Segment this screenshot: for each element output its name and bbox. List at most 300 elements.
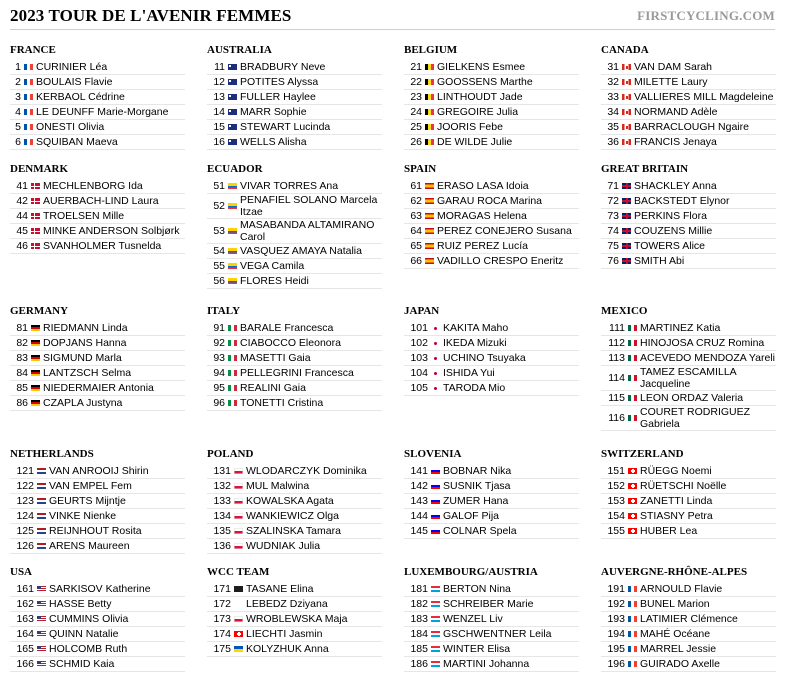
rider-name[interactable]: MASABANDA ALTAMIRANO Carol: [240, 219, 375, 243]
flag-icon: [228, 278, 237, 284]
rider-row: [207, 494, 382, 509]
rider-name[interactable]: UCHINO Tsuyaka: [443, 352, 526, 364]
flag-icon: [228, 263, 237, 269]
team-name[interactable]: FRANCE: [10, 44, 56, 56]
rider-name[interactable]: WUDNIAK Julia: [246, 540, 321, 552]
rider-name[interactable]: IKEDA Mizuki: [443, 337, 507, 349]
bib-number: 181: [410, 582, 428, 595]
bib-number: 111: [609, 321, 625, 334]
bib-number: 182: [410, 597, 428, 610]
rider-row: [601, 391, 776, 406]
rider-name[interactable]: ZUMER Hana: [443, 495, 509, 507]
rider-name[interactable]: PENAFIEL SOLANO Marcela Itzae: [240, 194, 378, 218]
rider-name[interactable]: GREGOIRE Julia: [437, 106, 519, 118]
team-name[interactable]: AUVERGNE-RHÔNE-ALPES: [601, 566, 748, 578]
rider-name[interactable]: LIECHTI Jasmin: [246, 628, 323, 640]
team-block: [404, 305, 579, 396]
flag-icon: [628, 395, 637, 401]
rider-name[interactable]: ARENS Maureen: [49, 540, 130, 552]
rider-row: [601, 105, 776, 120]
rider-row: [601, 657, 776, 672]
flag-icon: [234, 631, 243, 637]
rider-row: [601, 90, 776, 105]
rider-name[interactable]: REALINI Gaia: [240, 382, 306, 394]
rider-name[interactable]: DOPJANS Hanna: [43, 337, 127, 349]
bib-number: 5: [15, 120, 21, 133]
rider-name[interactable]: ARNOULD Flavie: [640, 583, 723, 595]
rider-name[interactable]: TONETTI Cristina: [240, 397, 324, 409]
rider-name[interactable]: COUZENS Millie: [634, 225, 713, 237]
bib-number: 21: [410, 60, 422, 73]
rider-name[interactable]: RÜETSCHI Noëlle: [640, 480, 727, 492]
flag-icon: [628, 616, 637, 622]
rider-name[interactable]: MINKE ANDERSON Solbjørk: [43, 225, 180, 237]
bib-number: 124: [16, 509, 34, 522]
rider-name[interactable]: VASQUEZ AMAYA Natalia: [240, 245, 362, 257]
rider-name[interactable]: SQUIBAN Maeva: [36, 136, 118, 148]
rider-name[interactable]: KERBAOL Cédrine: [36, 91, 125, 103]
rider-name[interactable]: NIEDERMAIER Antonia: [43, 382, 154, 394]
rider-name[interactable]: DE WILDE Julie: [437, 136, 513, 148]
rider-row: [207, 597, 382, 612]
rider-name[interactable]: MORAGAS Helena: [437, 210, 527, 222]
rider-row: [10, 524, 185, 539]
flag-icon: [425, 109, 434, 115]
rider-row: [10, 105, 185, 120]
rider-row: [10, 321, 185, 336]
bib-number: 71: [607, 179, 619, 192]
rider-row: [601, 120, 776, 135]
flag-icon: [24, 124, 33, 130]
team-name[interactable]: SLOVENIA: [404, 448, 462, 460]
page-header: [10, 6, 775, 28]
team-block: [601, 163, 776, 269]
team-block: [404, 566, 579, 672]
bib-number: 192: [607, 597, 625, 610]
rider-name[interactable]: BRADBURY Neve: [240, 61, 326, 73]
rider-name[interactable]: MUL Malwina: [246, 480, 310, 492]
rider-name[interactable]: RIEDMANN Linda: [43, 322, 128, 334]
team-block: [601, 305, 776, 431]
rider-name[interactable]: MILETTE Laury: [634, 76, 708, 88]
bib-number: 61: [410, 179, 422, 192]
rider-name[interactable]: SCHREIBER Marie: [443, 598, 534, 610]
bib-number: 14: [213, 105, 225, 118]
flag-icon: [24, 94, 33, 100]
rider-name[interactable]: VIVAR TORRES Ana: [240, 180, 339, 192]
rider-name[interactable]: TROELSEN Mille: [43, 210, 125, 222]
bib-number: 144: [410, 509, 428, 522]
team-name[interactable]: ITALY: [207, 305, 241, 317]
flag-icon: [628, 325, 637, 331]
team-name[interactable]: LUXEMBOURG/AUSTRIA: [404, 566, 538, 578]
rider-row: [207, 396, 382, 411]
flag-icon: [228, 340, 237, 346]
flag-icon: [628, 355, 637, 361]
flag-icon: [37, 528, 46, 534]
flag-icon: [628, 513, 637, 519]
rider-name[interactable]: RUIZ PEREZ Lucía: [437, 240, 529, 252]
rider-name[interactable]: GALOF Pija: [443, 510, 500, 522]
bib-number: 32: [607, 75, 619, 88]
flag-icon: [622, 109, 631, 115]
rider-row: [10, 209, 185, 224]
flag-icon: [228, 109, 237, 115]
flag-icon: [234, 513, 243, 519]
flag-icon: [228, 385, 237, 391]
rider-name[interactable]: MAHÉ Océane: [640, 628, 711, 640]
rider-name[interactable]: SCHMID Kaia: [49, 658, 115, 670]
bib-number: 121: [16, 464, 34, 477]
team-name[interactable]: NETHERLANDS: [10, 448, 94, 460]
rider-name[interactable]: SUSNIK Tjasa: [443, 480, 511, 492]
rider-name[interactable]: GUIRADO Axelle: [640, 658, 720, 670]
rider-row: [207, 524, 382, 539]
rider-row: [404, 509, 579, 524]
bib-number: 1: [15, 60, 21, 73]
rider-name[interactable]: LEON ORDAZ Valeria: [640, 392, 744, 404]
rider-name[interactable]: LATIMIER Clémence: [640, 613, 738, 625]
bib-number: 134: [213, 509, 231, 522]
rider-row: [207, 90, 382, 105]
rider-name[interactable]: KOWALSKA Agata: [246, 495, 334, 507]
rider-name[interactable]: BOBNAR Nika: [443, 465, 512, 477]
bib-number: 11: [214, 60, 225, 73]
bib-number: 46: [16, 239, 28, 252]
rider-name[interactable]: TOWERS Alice: [634, 240, 705, 252]
flag-icon: [431, 586, 440, 592]
rider-name[interactable]: GIELKENS Esmee: [437, 61, 526, 73]
rider-name[interactable]: VAN ANROOIJ Shirin: [49, 465, 149, 477]
rider-row: [207, 464, 382, 479]
rider-row: [404, 351, 579, 366]
team-name[interactable]: BELGIUM: [404, 44, 458, 56]
flag-icon: [431, 616, 440, 622]
rider-name[interactable]: WENZEL Liv: [443, 613, 503, 625]
rider-name[interactable]: SZALINSKA Tamara: [246, 525, 341, 537]
flag-icon: [37, 631, 46, 637]
bib-number: 24: [410, 105, 422, 118]
bib-number: 185: [410, 642, 428, 655]
rider-name[interactable]: BERTON Nina: [443, 583, 511, 595]
rider-name[interactable]: LE DEUNFF Marie-Morgane: [36, 106, 169, 118]
team-block: [10, 305, 185, 411]
rider-name[interactable]: ACEVEDO MENDOZA Yareli: [640, 352, 775, 364]
rider-name[interactable]: LANTZSCH Selma: [43, 367, 132, 379]
rider-name[interactable]: WANKIEWICZ Olga: [246, 510, 339, 522]
flag-icon: [431, 498, 440, 504]
team-block: [10, 566, 185, 672]
rider-row: [601, 406, 776, 431]
bib-number: 51: [213, 179, 225, 192]
bib-number: 45: [16, 224, 28, 237]
rider-row: [10, 627, 185, 642]
rider-name[interactable]: VADILLO CRESPO Eneritz: [437, 255, 564, 267]
flag-icon: [37, 513, 46, 519]
rider-name[interactable]: MARR Sophie: [240, 106, 307, 118]
bib-number: 183: [410, 612, 428, 625]
team-name[interactable]: GERMANY: [10, 305, 69, 317]
rider-name[interactable]: VAN DAM Sarah: [634, 61, 712, 73]
rider-name[interactable]: KOLYZHUK Anna: [246, 643, 329, 655]
flag-icon: [628, 646, 637, 652]
bib-number: 186: [410, 657, 428, 670]
rider-name[interactable]: HASSE Betty: [49, 598, 112, 610]
rider-row: [404, 582, 579, 597]
team-name[interactable]: ECUADOR: [207, 163, 263, 175]
bib-number: 123: [16, 494, 34, 507]
bib-number: 65: [410, 239, 422, 252]
rider-name[interactable]: STEWART Lucinda: [240, 121, 331, 133]
rider-name[interactable]: PELLEGRINI Francesca: [240, 367, 354, 379]
rider-row: [207, 336, 382, 351]
rider-row: [404, 627, 579, 642]
rider-name[interactable]: LINTHOUDT Jade: [437, 91, 523, 103]
rider-row: [207, 366, 382, 381]
rider-name[interactable]: WINTER Elisa: [443, 643, 511, 655]
bib-number: 153: [607, 494, 625, 507]
rider-row: [207, 244, 382, 259]
rider-name[interactable]: JOORIS Febe: [437, 121, 503, 133]
flag-icon: [431, 325, 440, 331]
team-name[interactable]: SWITZERLAND: [601, 448, 684, 460]
site-logo[interactable]: FIRSTCYCLING.COM: [637, 8, 775, 23]
rider-name[interactable]: WLODARCZYK Dominika: [246, 465, 367, 477]
team-name[interactable]: GREAT BRITAIN: [601, 163, 689, 175]
header-divider: [10, 29, 775, 30]
rider-row: [601, 321, 776, 336]
rider-name[interactable]: BUNEL Marion: [640, 598, 710, 610]
rider-row: [10, 642, 185, 657]
rider-name[interactable]: MARREL Jessie: [640, 643, 717, 655]
flag-icon: [622, 79, 631, 85]
rider-row: [601, 351, 776, 366]
rider-name[interactable]: FULLER Haylee: [240, 91, 316, 103]
rider-name[interactable]: HUBER Lea: [640, 525, 698, 537]
rider-row: [601, 627, 776, 642]
flag-icon: [228, 94, 237, 100]
rider-name[interactable]: VAN EMPEL Fem: [49, 480, 132, 492]
rider-row: [601, 509, 776, 524]
bib-number: 114: [608, 371, 625, 384]
bib-number: 166: [16, 657, 34, 670]
rider-name[interactable]: MECHLENBORG Ida: [43, 180, 143, 192]
rider-name[interactable]: AUERBACH-LIND Laura: [43, 195, 159, 207]
rider-row: [601, 135, 776, 150]
rider-name[interactable]: SMITH Abi: [634, 255, 685, 267]
rider-name[interactable]: MARTINEZ Katia: [640, 322, 721, 334]
bib-number: 152: [607, 479, 625, 492]
rider-name[interactable]: FLORES Heidi: [240, 275, 309, 287]
rider-name[interactable]: BOULAIS Flavie: [36, 76, 113, 88]
rider-name[interactable]: COURET RODRIGUEZ Gabriela: [640, 406, 751, 430]
rider-row: [207, 612, 382, 627]
rider-name[interactable]: QUINN Natalie: [49, 628, 119, 640]
rider-row: [404, 224, 579, 239]
team-name[interactable]: MEXICO: [601, 305, 648, 317]
team-name[interactable]: JAPAN: [404, 305, 440, 317]
rider-name[interactable]: BARALE Francesca: [240, 322, 334, 334]
rider-row: [10, 120, 185, 135]
team-name[interactable]: SPAIN: [404, 163, 437, 175]
rider-name[interactable]: VALLIERES MILL Magdeleine: [634, 91, 774, 103]
bib-number: 44: [16, 209, 28, 222]
rider-name[interactable]: SHACKLEY Anna: [634, 180, 717, 192]
rider-name[interactable]: GARAU ROCA Marina: [437, 195, 543, 207]
rider-row: [207, 60, 382, 75]
bib-number: 36: [607, 135, 619, 148]
flag-icon: [431, 370, 440, 376]
rider-row: [10, 239, 185, 254]
bib-number: 122: [16, 479, 34, 492]
bib-number: 115: [608, 391, 625, 404]
bib-number: 195: [607, 642, 625, 655]
team-name[interactable]: POLAND: [207, 448, 254, 460]
rider-row: [10, 539, 185, 554]
bib-number: 101: [410, 321, 428, 334]
rider-name[interactable]: ZANETTI Linda: [640, 495, 713, 507]
bib-number: 184: [410, 627, 428, 640]
rider-row: [601, 642, 776, 657]
rider-name[interactable]: VINKE Nienke: [49, 510, 117, 522]
rider-name[interactable]: WROBLEWSKA Maja: [246, 613, 348, 625]
rider-name[interactable]: STIASNY Petra: [640, 510, 713, 522]
rider-name[interactable]: MARTINI Johanna: [443, 658, 530, 670]
rider-name[interactable]: GSCHWENTNER Leila: [443, 628, 552, 640]
bib-number: 164: [16, 627, 34, 640]
rider-row: [404, 336, 579, 351]
team-name[interactable]: USA: [10, 566, 33, 578]
rider-row: [207, 135, 382, 150]
flag-icon: [228, 183, 237, 189]
rider-row: [404, 254, 579, 269]
rider-name[interactable]: CZAPLA Justyna: [43, 397, 123, 409]
bib-number: 23: [410, 90, 422, 103]
rider-row: [10, 75, 185, 90]
rider-row: [404, 179, 579, 194]
rider-name[interactable]: WELLS Alisha: [240, 136, 307, 148]
rider-row: [10, 494, 185, 509]
rider-name[interactable]: LEBEDZ Dziyana: [246, 598, 328, 610]
rider-name[interactable]: GOOSSENS Marthe: [437, 76, 533, 88]
bib-number: 16: [213, 135, 225, 148]
flag-icon: [31, 385, 40, 391]
flag-icon: [431, 601, 440, 607]
rider-row: [601, 464, 776, 479]
flag-icon: [431, 631, 440, 637]
flag-icon: [228, 370, 237, 376]
flag-icon: [37, 586, 46, 592]
flag-icon: [228, 400, 237, 406]
rider-name[interactable]: TARODA Mio: [443, 382, 506, 394]
flag-icon: [31, 198, 40, 204]
rider-row: [10, 657, 185, 672]
flag-icon: [425, 183, 434, 189]
rider-row: [10, 396, 185, 411]
flag-icon: [37, 468, 46, 474]
bib-number: 112: [608, 336, 625, 349]
rider-row: [207, 539, 382, 554]
bib-number: 73: [607, 209, 619, 222]
rider-name[interactable]: POTITES Alyssa: [240, 76, 319, 88]
rider-name[interactable]: COLNAR Spela: [443, 525, 517, 537]
team-name[interactable]: AUSTRALIA: [207, 44, 272, 56]
flag-icon: [31, 228, 40, 234]
rider-name[interactable]: NORMAND Adèle: [634, 106, 718, 118]
rider-name[interactable]: SVANHOLMER Tusnelda: [43, 240, 162, 252]
rider-name[interactable]: MASETTI Gaia: [240, 352, 311, 364]
flag-icon: [31, 340, 40, 346]
rider-name[interactable]: ISHIDA Yui: [443, 367, 495, 379]
flag-icon: [622, 258, 631, 264]
rider-name[interactable]: CUMMINS Olivia: [49, 613, 129, 625]
rider-row: [404, 135, 579, 150]
rider-name[interactable]: CIABOCCO Eleonora: [240, 337, 341, 349]
flag-icon: [228, 355, 237, 361]
rider-row: [404, 60, 579, 75]
flag-icon: [425, 94, 434, 100]
rider-name[interactable]: SIGMUND Marla: [43, 352, 122, 364]
bib-number: 136: [213, 539, 231, 552]
bib-number: 162: [16, 597, 34, 610]
bib-number: 55: [213, 259, 225, 272]
flag-icon: [234, 601, 243, 607]
rider-name[interactable]: ONESTI Olivia: [36, 121, 105, 133]
flag-icon: [234, 616, 243, 622]
rider-name[interactable]: GEURTS Mijntje: [49, 495, 126, 507]
team-block: [404, 44, 579, 150]
flag-icon: [37, 498, 46, 504]
rider-name[interactable]: BARRACLOUGH Ngaire: [634, 121, 749, 133]
rider-name[interactable]: HINOJOSA CRUZ Romina: [640, 337, 765, 349]
flag-icon: [234, 528, 243, 534]
team-block: [10, 163, 185, 254]
rider-name[interactable]: REIJNHOUT Rosita: [49, 525, 142, 537]
rider-name[interactable]: BACKSTEDT Elynor: [634, 195, 730, 207]
flag-icon: [431, 661, 440, 667]
rider-name[interactable]: TASANE Elina: [246, 583, 314, 595]
flag-icon: [425, 139, 434, 145]
team-name[interactable]: WCC TEAM: [207, 566, 270, 578]
team-block: [207, 305, 382, 411]
flag-icon: [622, 94, 631, 100]
rider-name[interactable]: FRANCIS Jenaya: [634, 136, 717, 148]
rider-name[interactable]: KAKITA Maho: [443, 322, 509, 334]
flag-icon: [628, 586, 637, 592]
bib-number: 94: [213, 366, 225, 379]
rider-name[interactable]: PEREZ CONEJERO Susana: [437, 225, 572, 237]
rider-name[interactable]: RÜEGG Noemi: [640, 465, 712, 477]
bib-number: 15: [213, 120, 225, 133]
flag-icon: [628, 528, 637, 534]
team-block: [207, 163, 382, 289]
flag-icon: [228, 124, 237, 130]
flag-icon: [425, 258, 434, 264]
rider-name[interactable]: PERKINS Flora: [634, 210, 707, 222]
flag-icon: [622, 64, 631, 70]
flag-icon: [628, 601, 637, 607]
rider-name[interactable]: VEGA Camila: [240, 260, 305, 272]
rider-name[interactable]: SARKISOV Katherine: [49, 583, 151, 595]
flag-icon: [31, 183, 40, 189]
rider-name[interactable]: HOLCOMB Ruth: [49, 643, 128, 655]
team-name[interactable]: DENMARK: [10, 163, 69, 175]
team-name[interactable]: CANADA: [601, 44, 649, 56]
rider-name[interactable]: CURINIER Léa: [36, 61, 108, 73]
rider-name[interactable]: TAMEZ ESCAMILLA Jacqueline: [640, 366, 737, 390]
rider-name[interactable]: ERASO LASA Idoia: [437, 180, 529, 192]
flag-icon: [425, 243, 434, 249]
